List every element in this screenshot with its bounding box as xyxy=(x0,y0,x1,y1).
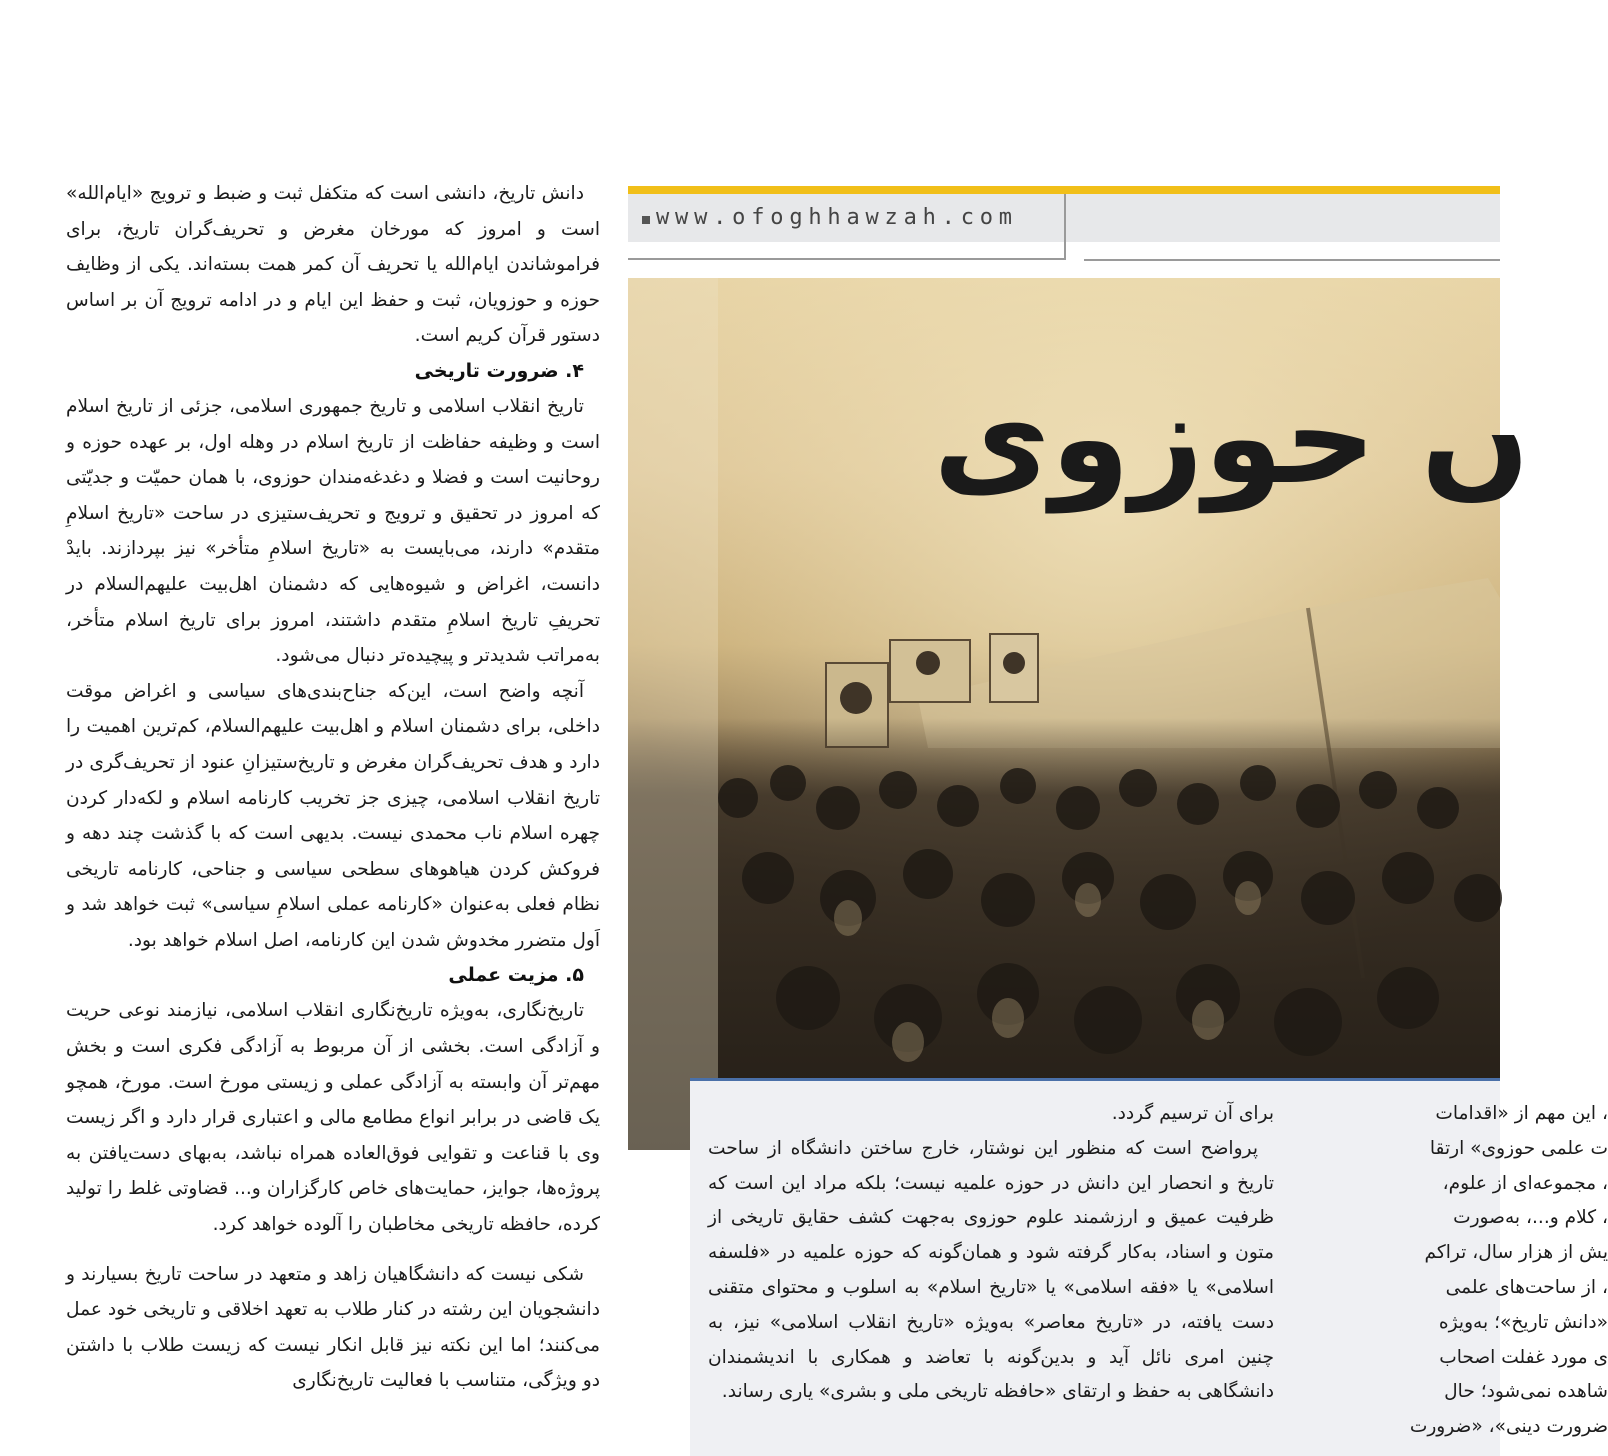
panel-right-line: ، از ساحت‌های علمی xyxy=(1445,1276,1608,1298)
paragraph-academics: شکی نیست که دانشگاهیان زاهد و متعهد در ساحت تاریخ بسیارند و دانشجویان این رشته در کنار طلاب به تعهد اخلاقی و تاریخی خود عمل می‌کنند؛ اما این نکته نیز قابل انکار نیست که زیست طلاب با داشتن دو ویژگی، متناسب با فعالیت تاریخ‌نگاری xyxy=(66,1263,600,1392)
paragraph-islamic-revolution-history: تاریخ انقلاب اسلامی و تاریخ جمهوری اسلامی، جزئی از تاریخ اسلام است و وظیفه حفاظت از تاریخ اسلام در وهله اول، بر عهده حوزه و روحانیت است و فضلا و دغدغه‌مندان حوزوی، با همان حمیّت و جدیّتی که امروز در تحقیق و ترویج و تحریف‌ستیزی در ساحت «تاریخ اسلامِ متقدم» دارند، می‌بایست به «تاریخ اسلامِ متأخر» نیز بپردازند. بایدْ دانست، اغراض و شیوه‌هایی که دشمنان اهل‌بیت علیهم‌السلام در تحریفِ تاریخ اسلامِ متقدم داشتند، امروز برای تاریخ اسلام متأخر، به‌مراتب شدیدتر و پیچیده‌تر دنبال می‌شود. xyxy=(66,395,600,667)
article-panel xyxy=(690,1078,1608,1456)
panel-right-line: ت علمی حوزوی» ارتقا xyxy=(1429,1137,1608,1159)
panel-right-line: ی مورد غفلت اصحاب xyxy=(1439,1346,1608,1368)
panel-right-line: ضرورت دینی»، «ضرورت xyxy=(1409,1416,1608,1438)
panel-paragraph: پرواضح است که منظور این نوشتار، خارج ساختن دانشگاه از ساحت تاریخ و انحصار این دانش در حوزه علمیه نیست؛ بلکه مراد این است که ظرفیت عمیق و ارزشمند علوم حوزوی به‌جهت کشف حقایق تاریخی از متون و اسناد، به‌کار گرفته شود و همان‌گونه که حوزه علمیه در «فلسفه اسلامی» یا «فقه اسلامی» یا «تاریخ اسلام» به اسلوب و محتوای متقنی دست یافته، در «تاریخ معاصر» به‌ویژه «تاریخ انقلاب اسلامی» نیز، به چنین امری نائل آید و بدین‌گونه با تعاضد و همکاری با اندیشمندان دانشگاهی به حفظ و ارتقای «حافظه تاریخی ملی و بشری» یاری رساند. xyxy=(708,1137,1274,1403)
paragraph-ayyamollah: دانش تاریخ، دانشی است که متکفل ثبت و ضبط و ترویج «ایام‌الله» است و امروز که مورخان مغرض و تحریف‌گران تاریخ، برای فراموشاندن ایام‌الله یا تحریف آن کمر همت بسته‌اند. یکی از وظایف حوزه و حوزویان، ثبت و حفظ این ایام و در ادامه ترویج آن بر اساس دستور قرآن کریم است. xyxy=(66,183,600,347)
header-divider-rule xyxy=(1084,259,1500,261)
paragraph-political-factions: آنچه واضح است، این‌که جناح‌بندی‌های سیاسی و اغراض موقت داخلی، برای دشمنان اسلام و اهل‌بیت علیهم‌السلام، کم‌ترین اهمیت را دارد و هدف تحریف‌گران مغرض و تاریخ‌ستیزانِ عنود از تحریف‌گری در تاریخ انقلاب اسلامی، چیزی جز تخریب کارنامه اسلام و لکه‌دار کردن چهره اسلام ناب محمدی نیست. بدیهی است که با گذشت چند دهه و فروکش کردن هیاهوهای سطحی سیاسی و جناحی، کارنامه تاریخی نظام فعلی به‌عنوان «کارنامه عملی اسلامِ سیاسی» ثبت خواهد شد و اَول متضرر مخدوش شدن این کارنامه، اصل اسلام خواهد بود. xyxy=(66,680,600,951)
panel-right-line: شاهده نمی‌شود؛ حال xyxy=(1444,1381,1608,1403)
panel-right-column xyxy=(1308,1097,1608,1445)
paragraph-historiography-freedom: تاریخ‌نگاری، به‌ویژه تاریخ‌نگاری انقلاب اسلامی، نیازمند نوعی حریت و آزادگی است. بخشی از آن مربوط به آزادگی فکری است و بخش مهم‌تر آن وابسته به آزادگی عملی و زیستی مورخ است. مورخ، همچو یک قاضی در برابر انواع مطامع مالی و اعتباری قرار دارد و اگر زیست وی با قناعت و تقوایی فوق‌العاده همراه نباشد، به‌بهای دست‌یافتن به پروژه‌ها، جوایز، حمایت‌های خاص کارگزاران و... قضاوتی غلط را تولید کرده، حافظه تاریخی مخاطبان را آلوده خواهد کرد. xyxy=(66,1000,600,1236)
left-article-column xyxy=(66,176,600,1399)
site-url: www.ofoghhawzah.com xyxy=(656,205,1018,230)
section-heading-practical-advantage: ۵. مزیت عملی xyxy=(448,964,584,987)
panel-right-line: ، کلام و...، به‌صورت xyxy=(1453,1207,1608,1229)
panel-lead-line: برای آن ترسیم گردد. xyxy=(1111,1103,1274,1124)
panel-right-line: ، مجموعه‌ای از علوم، xyxy=(1442,1172,1608,1194)
panel-right-line: «دانش تاریخ»؛ به‌ویژه xyxy=(1438,1311,1608,1333)
section-heading-historical-necessity: ۴. ضرورت تاریخی xyxy=(414,359,584,382)
panel-right-line: ، این مهم از «اقدامات xyxy=(1435,1103,1608,1124)
square-bullet-icon xyxy=(642,216,650,224)
headline: ں حوزوی xyxy=(933,364,1530,513)
panel-right-line: یش از هزار سال، تراکم xyxy=(1424,1242,1608,1264)
yellow-accent-bar xyxy=(628,186,1500,194)
panel-middle-column xyxy=(708,1097,1274,1410)
